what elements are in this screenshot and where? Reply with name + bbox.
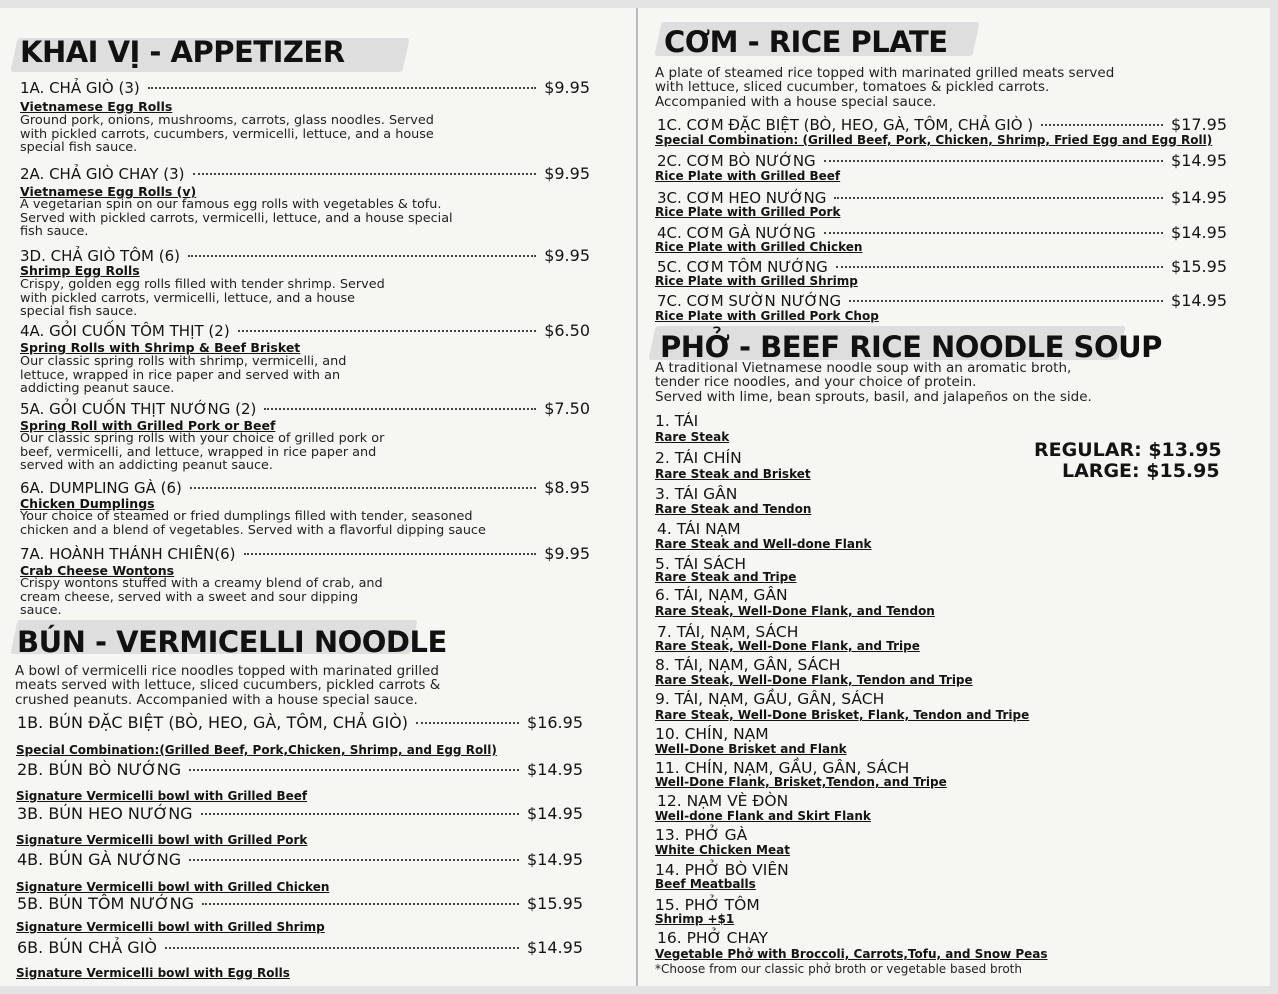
menu-item-7a (20, 544, 590, 563)
dot-leader (202, 903, 519, 905)
item-price: $9.95 (544, 78, 590, 97)
item-subtitle: Signature Vermicelli bowl with Grilled Beef (16, 789, 308, 803)
menu-item-6a (20, 478, 590, 497)
right-menu-page (638, 8, 1270, 986)
menu-item-2b (17, 760, 583, 779)
item-price: $14.95 (1171, 188, 1227, 207)
item-price: $9.95 (544, 544, 590, 563)
item-name: 6A. DUMPLING GÀ (6) (20, 479, 182, 497)
item-price: $17.95 (1171, 115, 1227, 134)
item-subtitle: Rice Plate with Grilled Shrimp (655, 274, 858, 288)
regular-price: $13.95 (1148, 439, 1222, 461)
item-price: $9.95 (544, 164, 590, 183)
item-description: Crispy wontons stuffed with a creamy blend of crab, and cream cheese, served with a sweet and sour dipping sauce. (20, 576, 383, 619)
dot-leader (264, 408, 536, 410)
pho-item-subtitle: Well-done Flank and Skirt Flank (655, 809, 871, 823)
pho-item-subtitle: Rare Steak, Well-Done Brisket, Flank, Tendon and Tripe (655, 708, 1030, 722)
item-price: $14.95 (1171, 223, 1227, 242)
item-subtitle: Rice Plate with Grilled Pork (655, 205, 841, 219)
dot-leader (1041, 124, 1163, 126)
item-subtitle: Signature Vermicelli bowl with Grilled Shrimp (16, 920, 325, 934)
item-price: $14.95 (527, 760, 583, 779)
item-name: 3D. CHẢ GIÒ TÔM (6) (20, 247, 180, 265)
dot-leader (189, 859, 519, 861)
menu-item-5b (17, 894, 583, 913)
pho-item-subtitle: Rare Steak, Well-Done Flank, and Tendon (655, 604, 935, 618)
menu-item-4a (20, 321, 590, 340)
item-price: $14.95 (527, 850, 583, 869)
pho-item-name: 6. TÁI, NẠM, GÂN (655, 586, 788, 604)
item-name: 5C. CƠM TÔM NƯỚNG (657, 258, 828, 276)
dot-leader (189, 769, 519, 771)
dot-leader (834, 197, 1163, 199)
dot-leader (824, 160, 1163, 162)
item-subtitle: Signature Vermicelli bowl with Egg Rolls (16, 966, 290, 980)
item-price: $14.95 (527, 938, 583, 957)
dot-leader (849, 300, 1163, 302)
bun-heading: BÚN - VERMICELLI NOODLE (17, 625, 447, 659)
item-subtitle: Spring Roll with Grilled Pork or Beef (20, 418, 276, 433)
pho-item-name: 2. TÁI CHÍN (655, 449, 742, 467)
pho-item-subtitle: Well-Done Flank, Brisket,Tendon, and Tripe (655, 775, 947, 789)
pho-item-name: 13. PHỞ GÀ (655, 826, 748, 844)
item-name: 6B. BÚN CHẢ GIÒ (17, 938, 158, 957)
item-description: Your choice of steamed or fried dumplings filled with tender, seasoned chicken and a blend of vegetables. Served with a flavorful dipping sauce (20, 509, 486, 538)
item-name: 1B. BÚN ĐẶC BIỆT (BÒ, HEO, GÀ, TÔM, CHẢ GIÒ) (17, 713, 408, 732)
item-subtitle: Signature Vermicelli bowl with Grilled Chicken (16, 880, 330, 894)
bun-intro: A bowl of vermicelli rice noodles topped with marinated grilled meats served with lettuce, sliced cucumbers, pickled carrots & crushed peanuts. Accompanied with a house special sauce. (15, 663, 441, 708)
item-price: $14.95 (1171, 151, 1227, 170)
pho-item-subtitle: White Chicken Meat (655, 843, 790, 857)
item-subtitle: Crab Cheese Wontons (20, 563, 175, 578)
menu-item-2c (657, 151, 1227, 170)
item-subtitle: Vietnamese Egg Rolls (v) (20, 184, 197, 199)
pho-item-name: 11. CHÍN, NẠM, GẦU, GÂN, SÁCH (655, 759, 910, 777)
dot-leader (836, 266, 1163, 268)
item-name: 2A. CHẢ GIÒ CHAY (3) (20, 165, 185, 183)
appetizer-heading: KHAI VỊ - APPETIZER (20, 35, 345, 69)
item-subtitle: Spring Rolls with Shrimp & Beef Brisket (20, 340, 301, 355)
item-price: $15.95 (527, 894, 583, 913)
pho-item-name: 8. TÁI, NẠM, GÂN, SÁCH (655, 656, 841, 674)
item-price: $7.50 (544, 399, 590, 418)
pho-item-name: 3. TÁI GÂN (655, 485, 738, 503)
item-price: $16.95 (527, 713, 583, 732)
pho-item-subtitle: Rare Steak (655, 430, 730, 444)
pho-item-name: 9. TÁI, NẠM, GẦU, GÂN, SÁCH (655, 690, 885, 708)
pho-item-subtitle: Rare Steak and Tripe (655, 570, 797, 584)
item-subtitle: Rice Plate with Grilled Beef (655, 169, 841, 183)
large-label: LARGE: (1062, 460, 1140, 482)
large-price: $15.95 (1146, 460, 1220, 482)
regular-label: REGULAR: (1034, 439, 1142, 461)
item-name: 4B. BÚN GÀ NƯỚNG (17, 850, 182, 869)
pho-item-name: 14. PHỞ BÒ VIÊN (655, 861, 789, 879)
item-price: $9.95 (544, 246, 590, 265)
dot-leader (238, 330, 537, 332)
com-heading: CƠM - RICE PLATE (664, 25, 948, 59)
dot-leader (201, 813, 519, 815)
item-name: 5A. GỎI CUỐN THỊT NƯỚNG (2) (20, 400, 257, 418)
dot-leader (244, 553, 537, 555)
item-subtitle: Chicken Dumplings (20, 496, 155, 511)
item-name: 4C. CƠM GÀ NƯỚNG (657, 224, 816, 242)
pho-item-subtitle: Rare Steak, Well-Done Flank, and Tripe (655, 639, 920, 653)
pho-heading: PHỞ - BEEF RICE NOODLE SOUP (660, 330, 1162, 364)
menu-item-2a (20, 164, 590, 183)
pho-item-name: 10. CHÍN, NẠM (655, 725, 769, 743)
item-name: 3C. CƠM HEO NƯỚNG (657, 189, 827, 207)
item-description: Ground pork, onions, mushrooms, carrots, glass noodles. Served with pickled carrots, cucumbers, vermicelli, lettuce, and a house special fish sauce. (20, 113, 434, 156)
item-description: A vegetarian spin on our famous egg rolls with vegetables & tofu. Served with pickled carrots, vermicelli, lettuce, and a house special fish sauce. (20, 197, 453, 240)
item-name: 7C. CƠM SƯỜN NƯỚNG (657, 292, 842, 310)
regular-size-price (1034, 439, 1222, 461)
dot-leader (188, 255, 536, 257)
pho-item-name: 1. TÁI (655, 412, 699, 430)
pho-item-subtitle: Rare Steak and Brisket (655, 467, 811, 481)
menu-item-5a (20, 399, 590, 418)
item-name: 5B. BÚN TÔM NƯỚNG (17, 894, 194, 913)
item-price: $6.50 (544, 321, 590, 340)
left-menu-page (0, 8, 636, 986)
item-subtitle: Signature Vermicelli bowl with Grilled Pork (16, 833, 308, 847)
pho-intro: A traditional Vietnamese noodle soup with an aromatic broth, tender rice noodles, and your choice of protein. Served with lime, bean sprouts, basil, and jalapeños on the side. (655, 360, 1092, 405)
dot-leader (193, 173, 537, 175)
item-name: 2B. BÚN BÒ NƯỚNG (17, 760, 182, 779)
pho-item-subtitle: Vegetable Phở with Broccoli, Carrots,Tofu, and Snow Peas (655, 947, 1048, 961)
pho-item-subtitle: Well-Done Brisket and Flank (655, 742, 847, 756)
com-intro: A plate of steamed rice topped with marinated grilled meats served with lettuce, sliced cucumber, tomatoes & pickled carrots. Accompanied with a house special sauce. (655, 65, 1115, 110)
menu-item-4b (17, 850, 583, 869)
item-subtitle: Rice Plate with Grilled Chicken (655, 240, 863, 254)
item-name: 1A. CHẢ GIÒ (3) (20, 79, 140, 97)
item-price: $14.95 (1171, 291, 1227, 310)
menu-item-1a (20, 78, 590, 97)
item-name: 3B. BÚN HEO NƯỚNG (17, 804, 193, 823)
dot-leader (824, 232, 1163, 234)
menu-item-1b (17, 713, 583, 732)
item-subtitle: Rice Plate with Grilled Pork Chop (655, 309, 879, 323)
pho-item-name: 5. TÁI SÁCH (655, 555, 747, 573)
item-subtitle: Special Combination: (Grilled Beef, Pork, Chicken, Shrimp, Fried Egg and Egg Roll) (655, 133, 1213, 147)
pho-item-subtitle: Shrimp +$1 (655, 912, 735, 926)
item-subtitle: Special Combination:(Grilled Beef, Pork,Chicken, Shrimp, and Egg Roll) (16, 743, 497, 757)
dot-leader (165, 947, 519, 949)
pho-item-subtitle: Rare Steak and Well-done Flank (655, 537, 872, 551)
item-subtitle: Shrimp Egg Rolls (20, 263, 140, 278)
pho-item-subtitle: Rare Steak, Well-Done Flank, Tendon and Tripe (655, 673, 973, 687)
item-name: 7A. HOÀNH THÁNH CHIÊN(6) (20, 545, 236, 563)
item-name: 1C. CƠM ĐẶC BIỆT (BÒ, HEO, GÀ, TÔM, CHẢ GIÒ ) (657, 116, 1034, 134)
item-subtitle: Vietnamese Egg Rolls (20, 99, 173, 114)
menu-item-7c (657, 291, 1227, 310)
item-name: 2C. CƠM BÒ NƯỚNG (657, 152, 816, 170)
dot-leader (190, 487, 536, 489)
pho-item-subtitle: Rare Steak and Tendon (655, 502, 812, 516)
dot-leader (148, 87, 536, 89)
dot-leader (416, 722, 519, 724)
broth-note: *Choose from our classic phở broth or vegetable based broth (655, 962, 1022, 976)
menu-item-3b (17, 804, 583, 823)
pho-item-name: 15. PHỞ TÔM (655, 896, 760, 914)
pho-item-name: 4. TÁI NẠM (657, 520, 741, 538)
item-price: $15.95 (1171, 257, 1227, 276)
item-name: 4A. GỎI CUỐN TÔM THỊT (2) (20, 322, 230, 340)
pho-item-subtitle: Beef Meatballs (655, 877, 756, 891)
item-description: Our classic spring rolls with shrimp, vermicelli, and lettuce, wrapped in rice paper and served with an addicting peanut sauce. (20, 354, 347, 397)
item-description: Crispy, golden egg rolls filled with tender shrimp. Served with pickled carrots, vermicelli, lettuce, and a house special fish sauce. (20, 277, 385, 320)
item-price: $14.95 (527, 804, 583, 823)
item-description: Our classic spring rolls with your choice of grilled pork or beef, vermicelli, and lettuce, wrapped in rice paper and served with an addicting peanut sauce. (20, 431, 385, 474)
item-price: $8.95 (544, 478, 590, 497)
menu-item-1c (657, 115, 1227, 134)
large-size-price (1062, 460, 1220, 482)
pho-item-name: 7. TÁI, NẠM, SÁCH (657, 623, 799, 641)
pho-item-name: 16. PHỞ CHAY (657, 929, 769, 947)
menu-item-6b (17, 938, 583, 957)
pho-item-name: 12. NẠM VÈ ĐÒN (657, 792, 789, 810)
